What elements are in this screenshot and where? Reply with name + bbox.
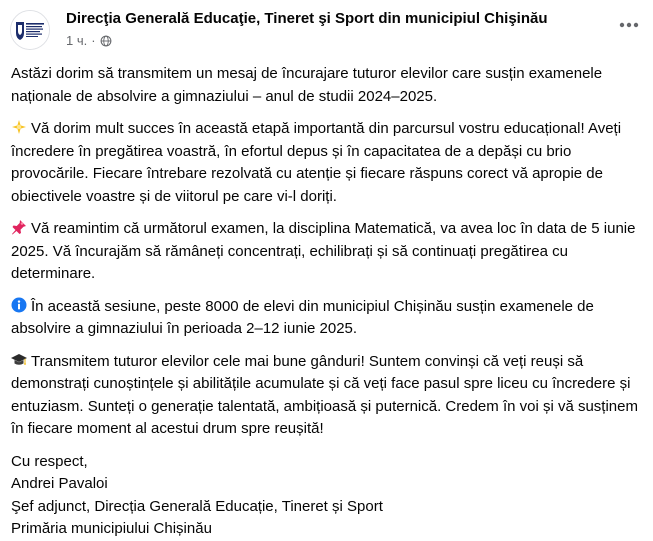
post-body xyxy=(11,63,641,541)
more-horizontal-icon xyxy=(619,22,639,28)
post-paragraph-encouragement: Transmitem tuturor elevilor cele mai bune gânduri! Suntem convinși că veți reuși să demonstrați cunoștințele și abilitățile acumulate și că veți face pasul spre liceu cu încredere și entuziasm. Sunteți o generație talentată, ambițioasă și puternică. Credem în voi și vă susținem în fiecare moment al acestui drum spre reușită! xyxy=(11,352,638,437)
organization-logo xyxy=(11,11,49,49)
post-paragraph-success: Vă dorim mult succes în această etapă importantă din parcursul vostru educațional! Aveți încredere în pregătirea voastră, în efortul depus și în capacitatea de a depăși cu brio provocările. Fiecare întrebare rezolvată cu atenție și fiecare răspuns corect vă apropie de obiectivele voastre și de viitorul pe care vi-l doriți. xyxy=(11,120,622,205)
signature-title: Şef adjunct, Direcția Generală Educație, Tineret și Sport xyxy=(11,497,383,515)
page-name-link[interactable]: Direcţia Generală Educaţie, Tineret şi Sport din municipiul Chişinău xyxy=(66,10,548,27)
post-meta xyxy=(66,33,112,48)
signature-organization: Primăria municipiului Chișinău xyxy=(11,520,212,537)
signature-greeting: Cu respect, xyxy=(11,452,88,470)
signature-name: Andrei Pavaloi xyxy=(11,475,108,492)
post-header xyxy=(10,7,643,55)
post-paragraph-exam-date: Vă reamintim că următorul examen, la disciplina Matematică, va avea loc în data de 5 iunie 2025. Vă încurajăm să rămâneți concentrați, echilibrați și să continuați pregătirea cu determinare. xyxy=(11,220,636,282)
pushpin-icon xyxy=(11,219,27,235)
post-signature xyxy=(11,451,641,541)
meta-separator: · xyxy=(91,33,96,48)
post-paragraph-session-info: În această sesiune, peste 8000 de elevi din municipiul Chișinău susțin examenele de absolvire a gimnaziului în perioada 2–12 iunie 2025. xyxy=(11,297,594,337)
sparkle-star-icon xyxy=(11,119,27,135)
post-timestamp[interactable]: 1 ч. xyxy=(66,33,88,48)
more-options-button[interactable] xyxy=(617,13,641,37)
page-avatar[interactable] xyxy=(10,10,50,50)
post-intro: Astăzi dorim să transmitem un mesaj de încurajare tuturor elevilor care susțin examenele naționale de absolvire a gimnaziului – anul de studii 2024–2025. xyxy=(11,65,603,105)
info-icon xyxy=(11,297,27,313)
globe-icon[interactable] xyxy=(100,35,112,47)
graduation-cap-icon xyxy=(11,352,27,368)
